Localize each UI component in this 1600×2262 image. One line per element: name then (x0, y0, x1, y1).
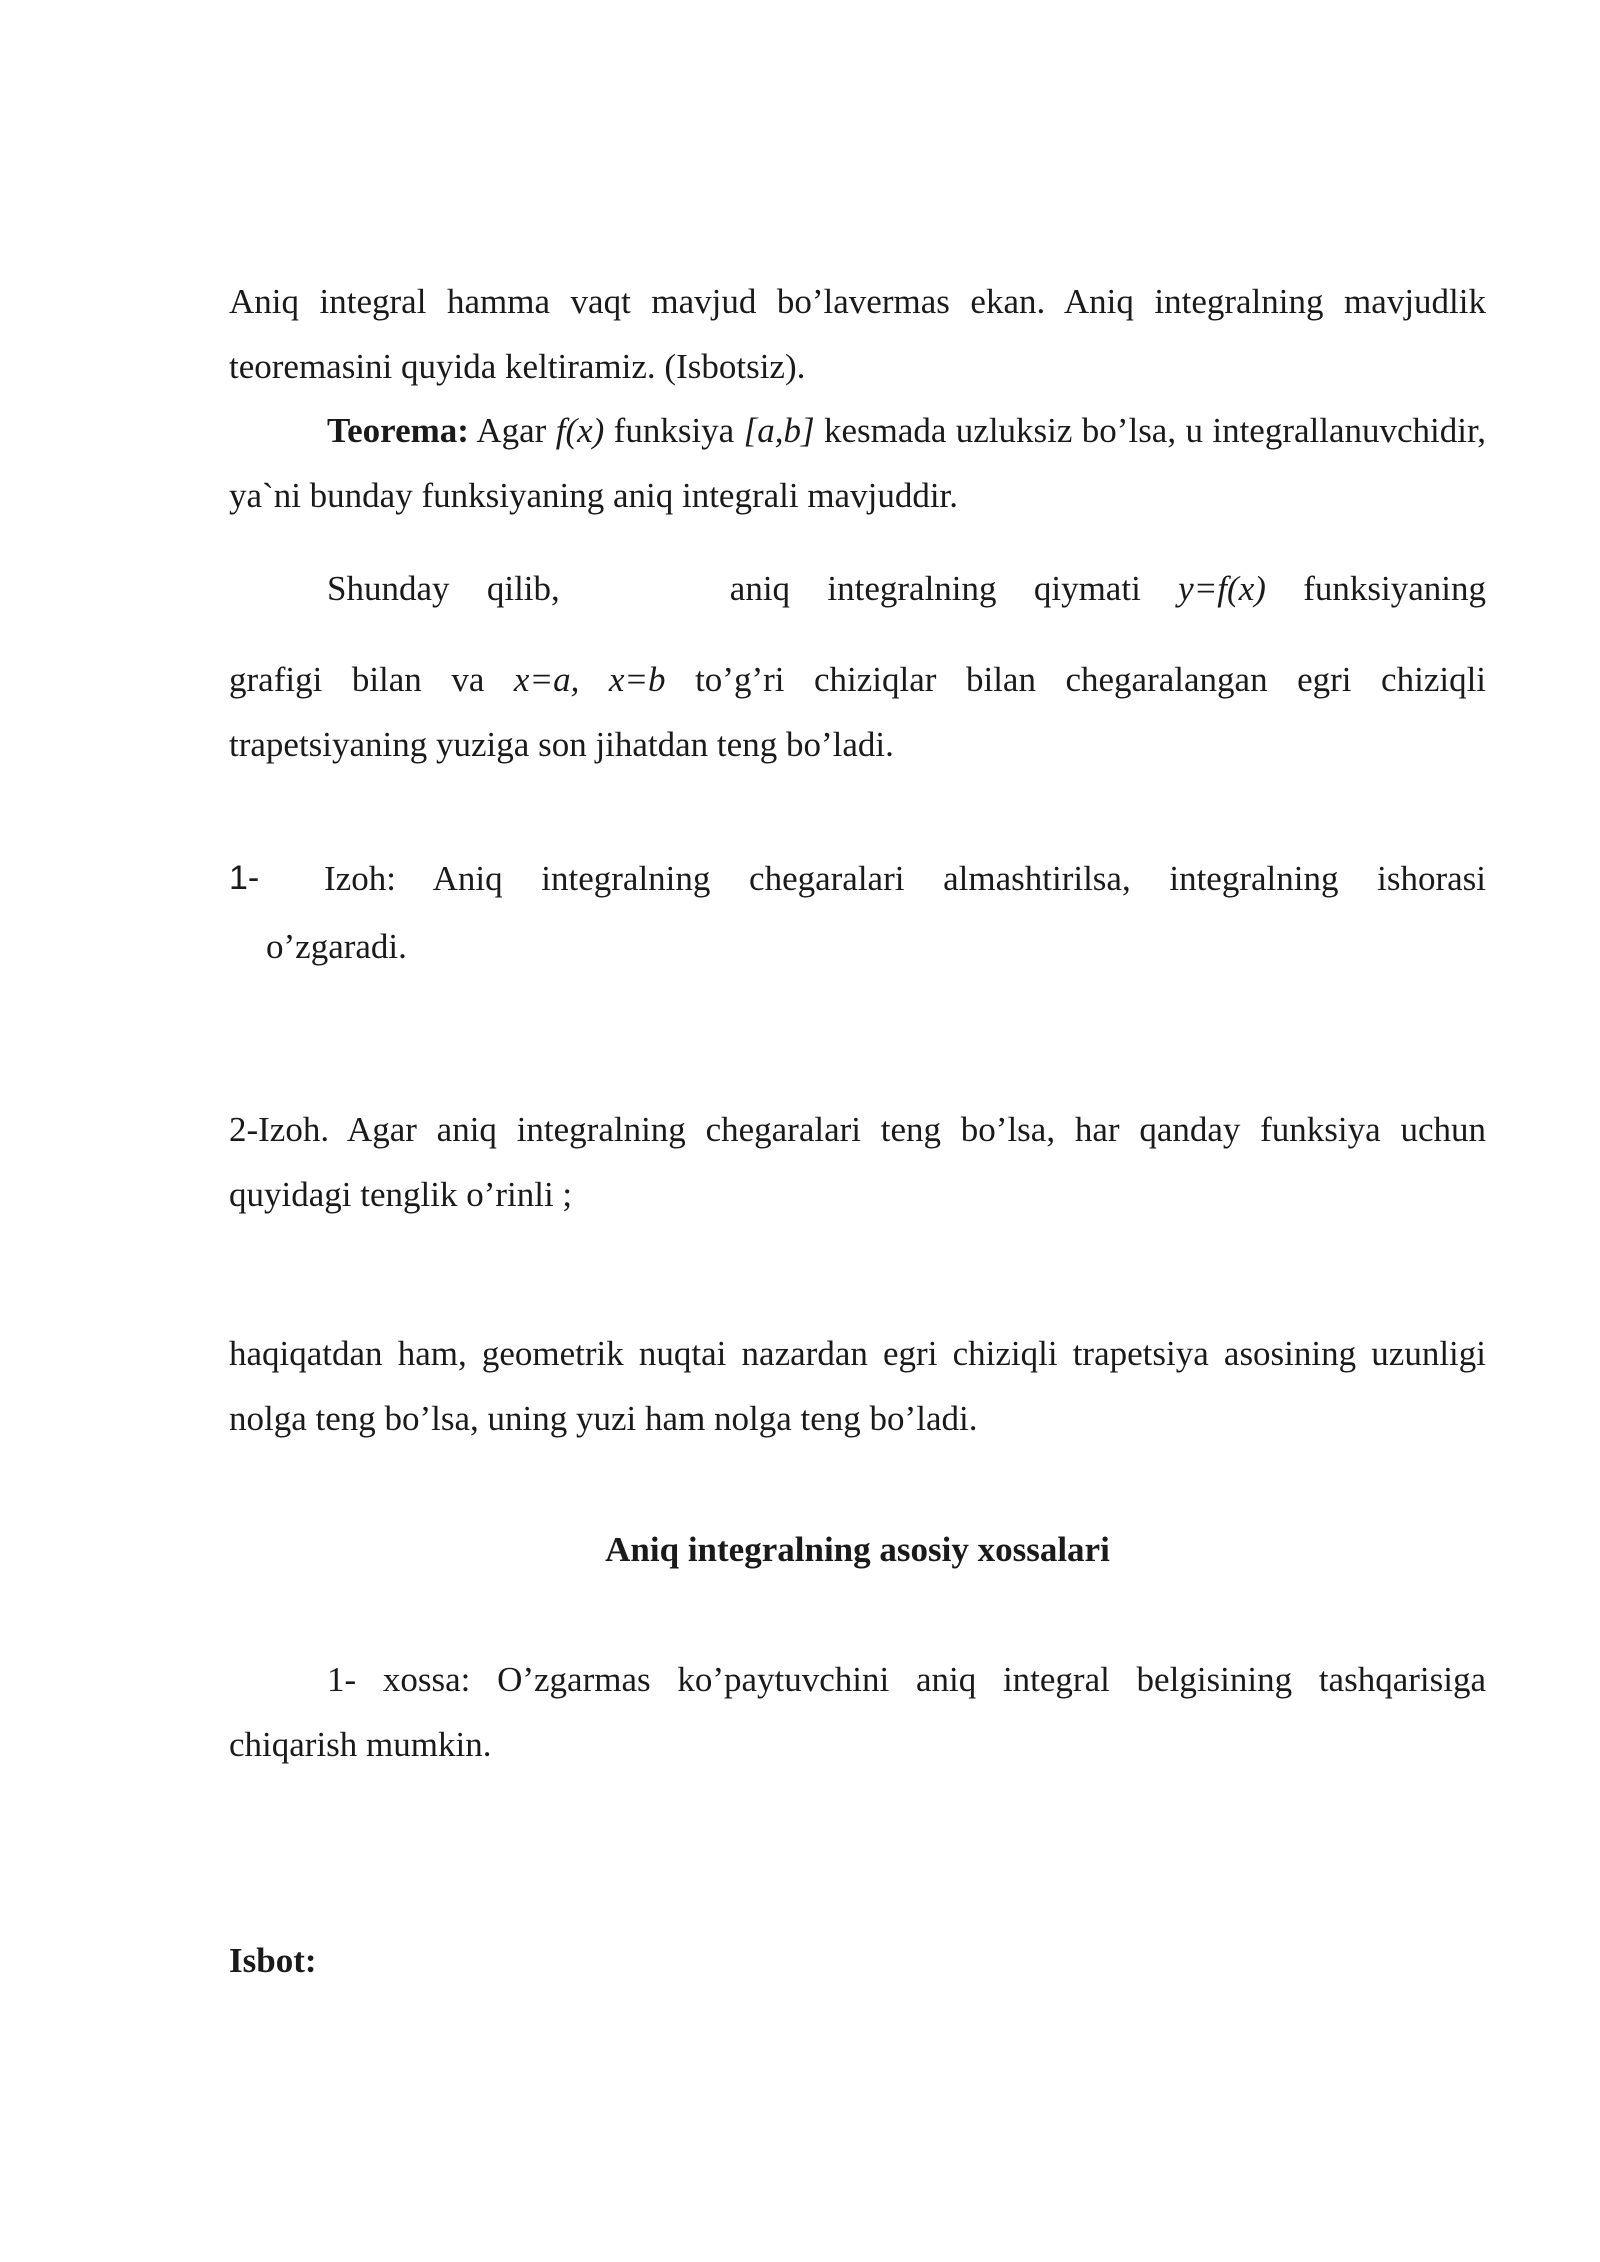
theorem-text-1: Agar (468, 411, 556, 450)
paragraph-shunday-line3: trapetsiyaning yuziga son jihatdan teng bo’ladi. (229, 725, 894, 764)
grafigi-text-2: to’g’ri chiziqlar bilan chegaralangan egri chiziqli (665, 660, 1487, 699)
function-y-fx: y=f(x) (1178, 569, 1266, 608)
paragraph-haqiqatdan: haqiqatdan ham, geometrik nuqtai nazardan egri chiziqli trapetsiya asosining uzunligi nolga teng bo’lsa, uning yuzi ham nolga teng bo’ladi. (229, 1334, 1486, 1438)
theorem-text-2: funksiya (604, 411, 744, 450)
shunday-text-3: funksiyaning (1265, 569, 1486, 608)
document-page (229, 0, 1486, 2262)
isbot-label: Isbot: (229, 1941, 317, 1980)
shunday-text-2: aniq integralning qiymati (729, 569, 1179, 608)
theorem-label: Teorema: (327, 411, 469, 450)
x-equals-a: x=a, (513, 660, 580, 699)
grafigi-text: grafigi bilan va (229, 660, 514, 699)
xossa1-paragraph: 1- xossa: O’zgarmas ko’paytuvchini aniq integral belgisining tashqarisiga chiqarish mumkin. (229, 1660, 1486, 1764)
theorem-interval: [a,b] (743, 411, 815, 450)
shunday-text: Shunday qilib, (327, 569, 560, 608)
paragraph-intro-line1: Aniq integral hamma vaqt mavjud bo’lavermas ekan. Aniq integralning mavjudlik (229, 282, 1486, 321)
theorem-paragraph (229, 398, 1486, 528)
izoh1-line1: Izoh: Aniq integralning chegaralari almashtirilsa, integralning ishorasi (324, 859, 1486, 898)
paragraph-intro-line2: teoremasini quyida keltiramiz. (Isbotsiz). (229, 347, 806, 386)
izoh1-line2: o’zgaradi. (266, 927, 407, 966)
paragraph-shunday-line1 (327, 556, 1486, 621)
section-heading: Aniq integralning asosiy xossalari (605, 1530, 1110, 1569)
theorem-function: f(x) (555, 411, 605, 450)
izoh2-paragraph: 2-Izoh. Agar aniq integralning chegaralari teng bo’lsa, har qanday funksiya uchun quyidagi tenglik o’rinli ; (229, 1110, 1486, 1214)
izoh1-number: 1- (229, 859, 260, 897)
x-equals-b: x=b (608, 660, 666, 699)
paragraph-shunday-line2 (229, 647, 1486, 712)
theorem-text-3: kesmada uzluksiz bo’lsa, u integrallanuvchidir, ya`ni bunday funksiyaning aniq integrali mavjuddir. (229, 411, 1486, 515)
